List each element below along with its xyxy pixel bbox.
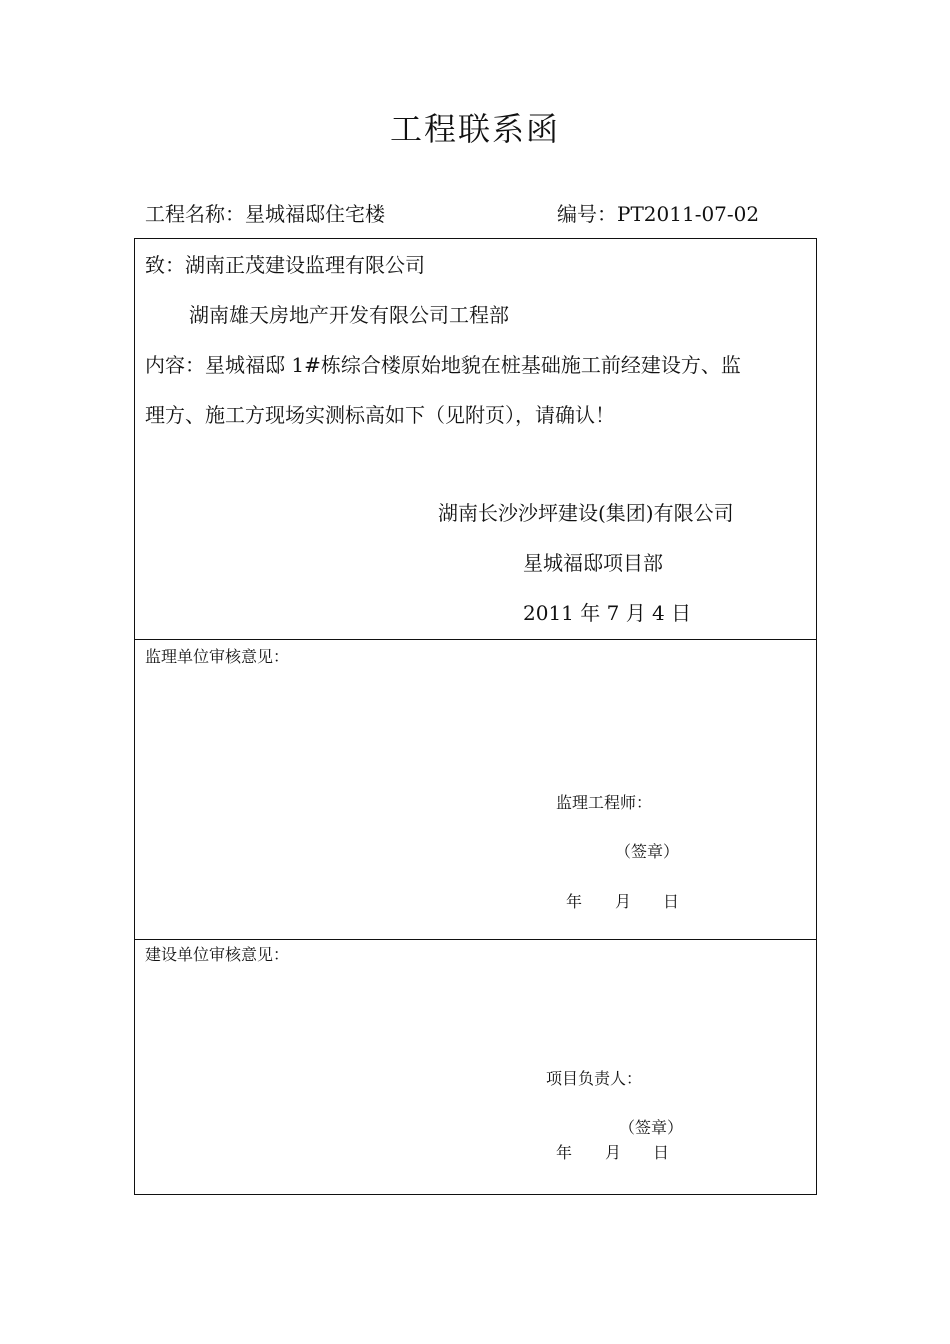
sender-company: 湖南长沙沙坪建设(集团)有限公司 — [438, 501, 734, 525]
document-title: 工程联系函 — [389, 110, 560, 148]
construction-heading: 建设单位审核意见： — [145, 945, 290, 964]
sender-department: 星城福邸项目部 — [523, 551, 663, 575]
section-divider — [135, 939, 816, 940]
project-name: 工程名称：星城福邸住宅楼 — [145, 202, 385, 226]
form-table — [134, 238, 817, 1195]
supervision-month: 月 — [615, 892, 632, 911]
section-divider — [135, 639, 816, 640]
supervision-seal: （签章） — [615, 842, 680, 861]
letter-date: 2011 年 7 月 4 日 — [523, 601, 692, 625]
construction-year: 年 — [556, 1143, 573, 1162]
document-number: 编号：PT2011-07-02 — [557, 202, 760, 226]
construction-signer: 项目负责人： — [546, 1069, 643, 1088]
construction-month: 月 — [605, 1143, 622, 1162]
content-line-1: 内容：星城福邸 1#栋综合楼原始地貌在桩基础施工前经建设方、监 — [145, 353, 741, 377]
supervision-day: 日 — [663, 892, 680, 911]
supervision-heading: 监理单位审核意见： — [145, 647, 290, 666]
content-line-2: 理方、施工方现场实测标高如下（见附页），请确认！ — [145, 403, 615, 427]
supervision-year: 年 — [566, 892, 583, 911]
construction-seal: （签章） — [619, 1118, 684, 1137]
recipient-line-2: 湖南雄天房地产开发有限公司工程部 — [189, 303, 509, 327]
supervision-signer: 监理工程师： — [556, 793, 653, 812]
construction-day: 日 — [653, 1143, 670, 1162]
recipient-line-1: 致：湖南正茂建设监理有限公司 — [145, 253, 425, 277]
